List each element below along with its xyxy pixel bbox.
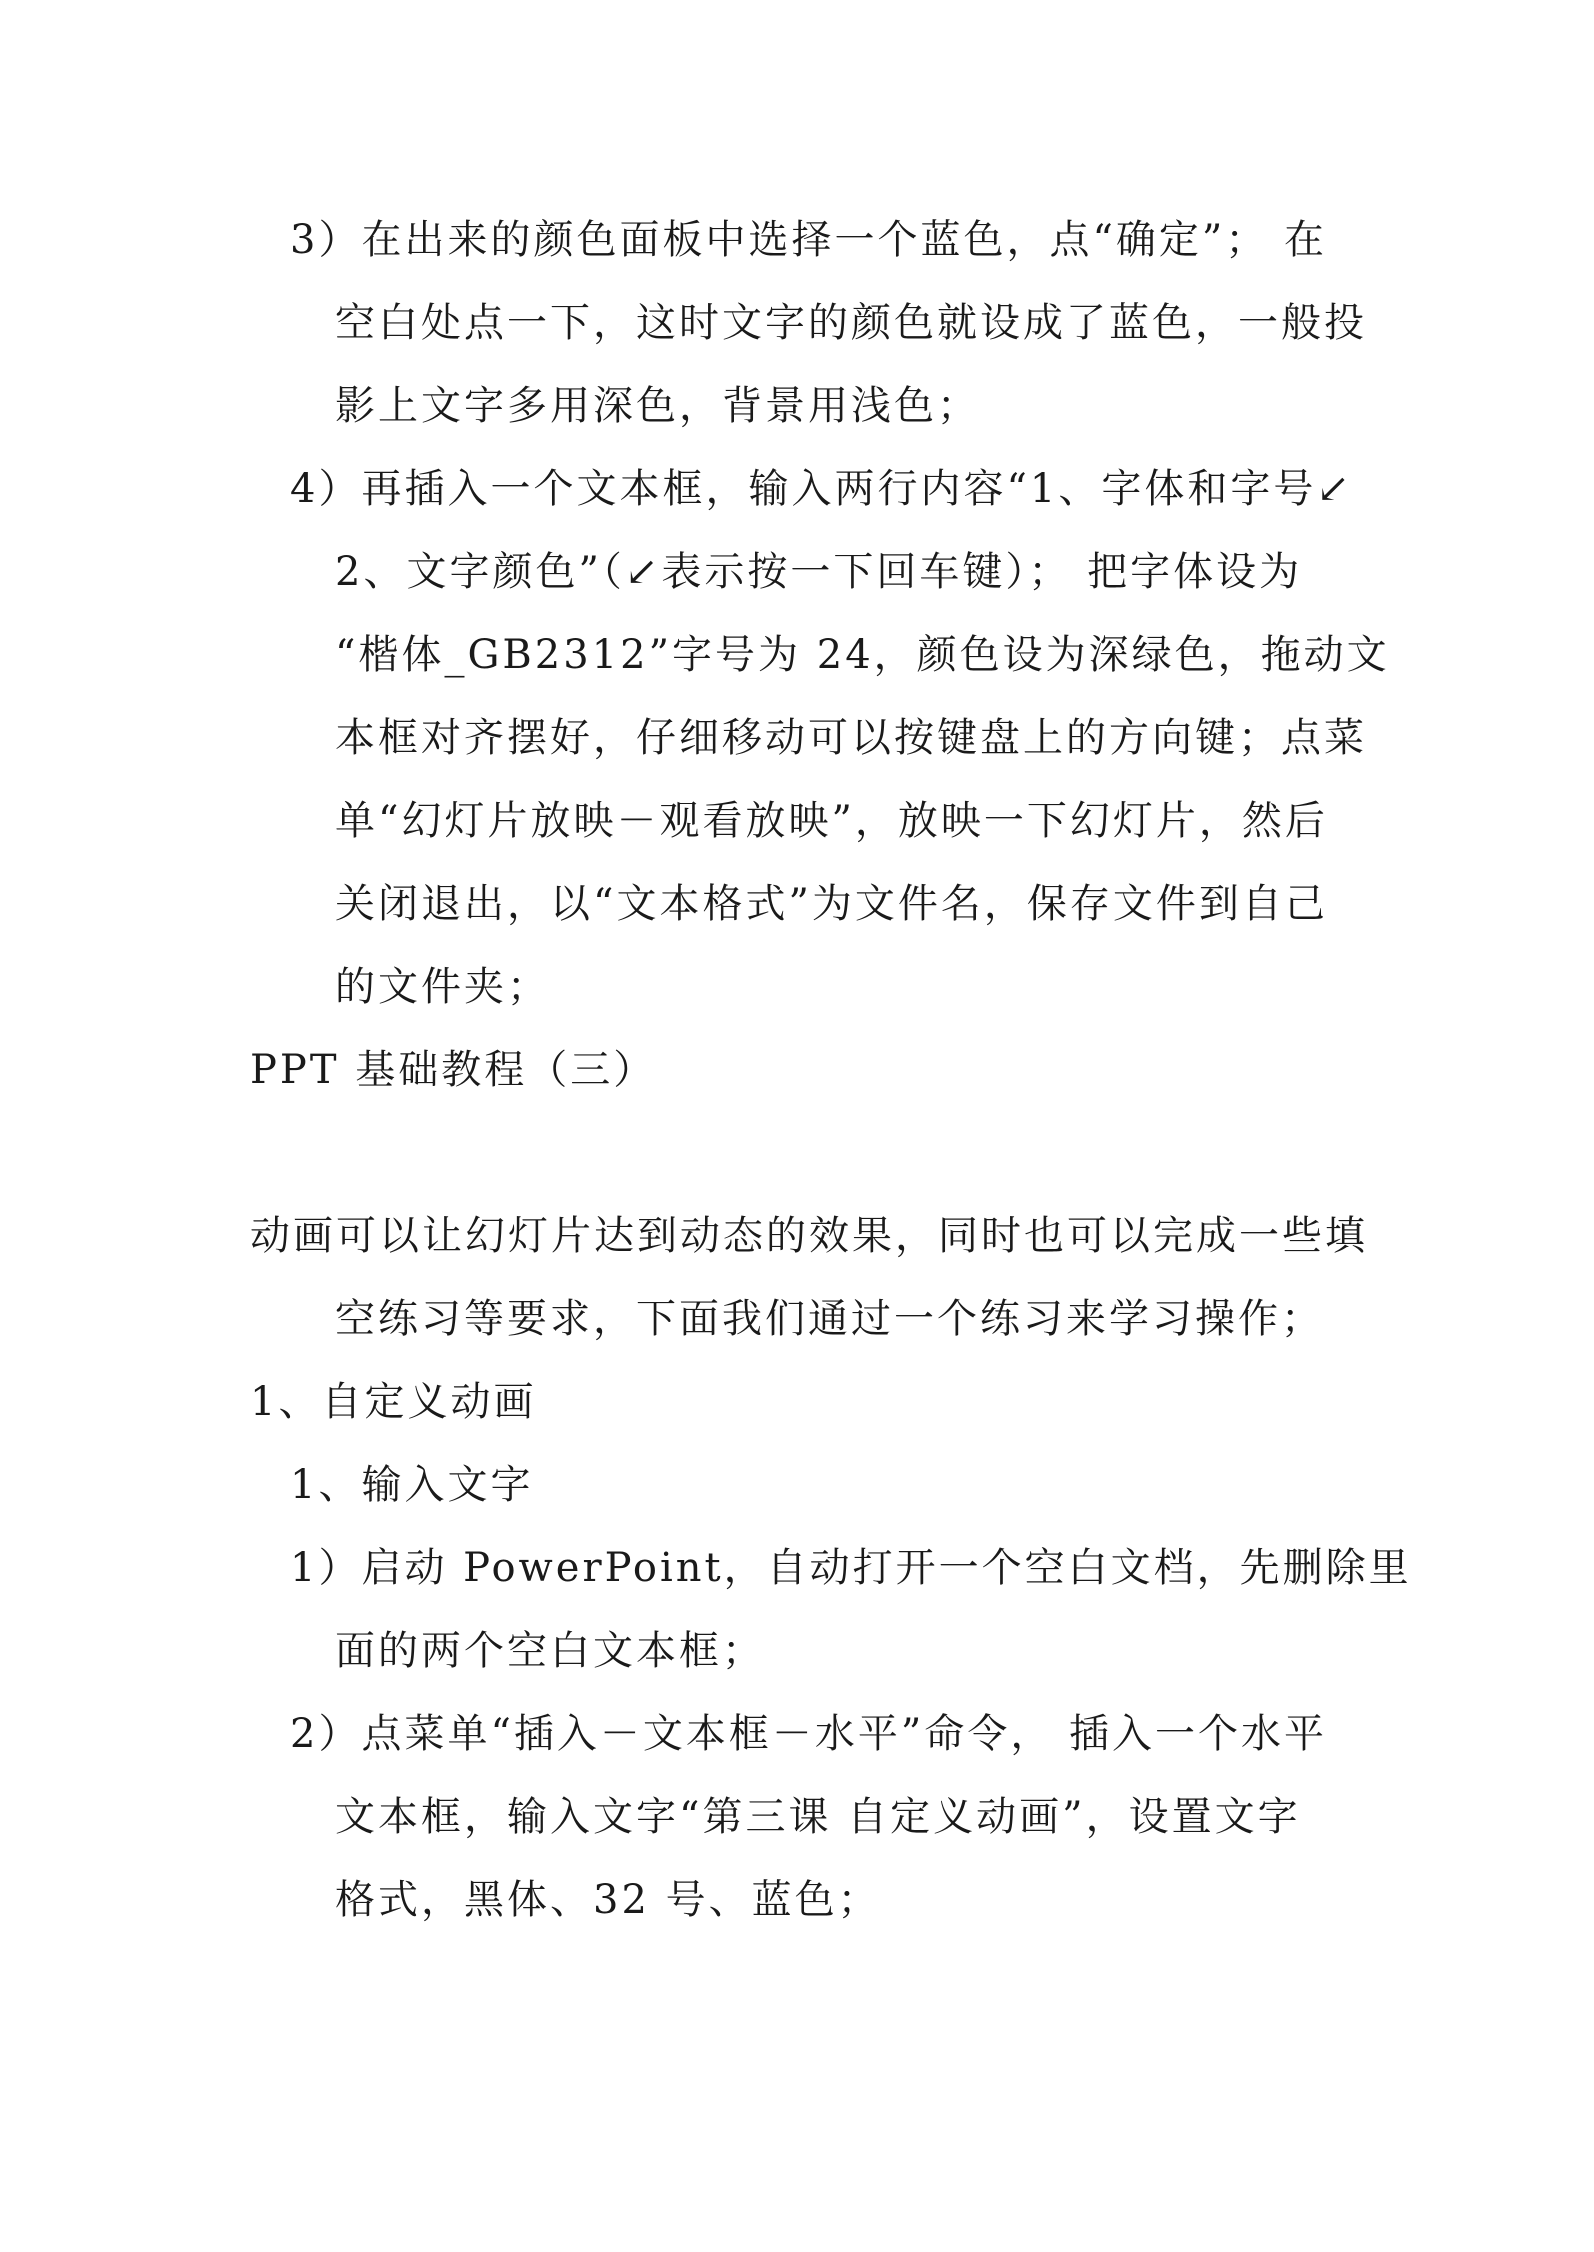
step-4-line-6: 关闭退出，以“文本格式”为文件名，保存文件到自己 (335, 881, 1328, 927)
step-4-line-5: 单“幻灯片放映－观看放映”，放映一下幻灯片，然后 (335, 798, 1328, 844)
intro-line-1: 动画可以让幻灯片达到动态的效果，同时也可以完成一些填 (250, 1213, 1368, 1259)
step-4-line-7: 的文件夹； (335, 964, 550, 1010)
step-3-line-2: 空白处点一下，这时文字的颜色就设成了蓝色，一般投 (335, 300, 1367, 346)
sub-subsection-heading: 1、输入文字 (290, 1462, 534, 1508)
intro-line-2: 空练习等要求，下面我们通过一个练习来学习操作； (335, 1296, 1324, 1342)
step-4-line-3: “楷体_GB2312”字号为 24，颜色设为深绿色，拖动文 (335, 632, 1390, 678)
step-4-line-1: 4）再插入一个文本框，输入两行内容“1、字体和字号↙ (290, 466, 1353, 512)
step-3-line-3: 影上文字多用深色，背景用浅色； (335, 383, 980, 429)
step-2-line-1: 2）点菜单“插入－文本框－水平”命令， 插入一个水平 (290, 1711, 1328, 1757)
section-heading: PPT 基础教程（三） (250, 1047, 657, 1093)
step-2-line-3: 格式，黑体、32 号、蓝色； (335, 1877, 881, 1923)
step-2-line-2: 文本框，输入文字“第三课 自定义动画”，设置文字 (335, 1794, 1301, 1840)
step-1-line-1: 1）启动 PowerPoint，自动打开一个空白文档，先删除里 (290, 1545, 1412, 1591)
step-3-line-1: 3）在出来的颜色面板中选择一个蓝色，点“确定”； 在 (290, 217, 1328, 263)
subsection-heading: 1、自定义动画 (250, 1379, 537, 1425)
step-1-line-2: 面的两个空白文本框； (335, 1628, 765, 1674)
step-4-line-2: 2、文字颜色”（↙表示按一下回车键）； 把字体设为 (335, 549, 1303, 595)
step-4-line-4: 本框对齐摆好，仔细移动可以按键盘上的方向键；点菜 (335, 715, 1367, 761)
